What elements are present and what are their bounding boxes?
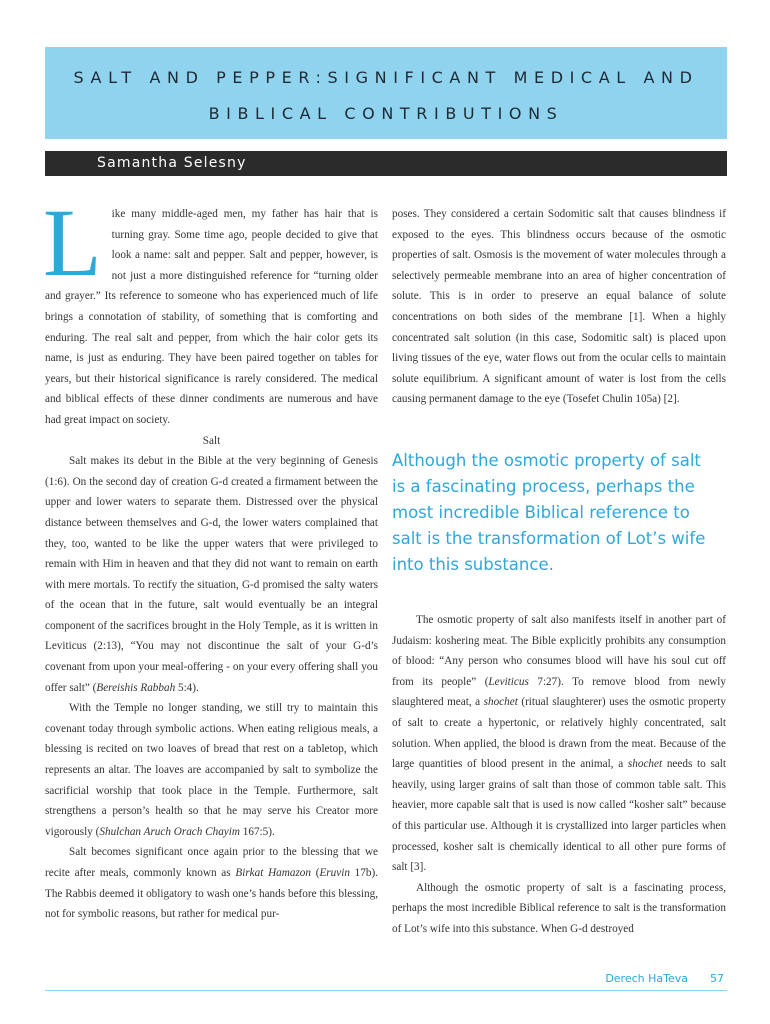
intro-text: ike many middle-aged men, my father has hair that is turning gray. Some time ago, people decided to give that look a name: salt and pepper. Salt and pepper, however, is not just a more distinguished reference for “turning older and grayer.” Its reference to someone who has experienced much of life brings a connotation of stability, of something that is comforting and enduring. The real salt and pepper, from which the hair color gets its name, is just as enduring. They have been paired together on tables for years, but their historical significance is rarely considered. The medical and biblical effects of these dinner condiments are numerous and have had great impact on society. <box>45 208 378 426</box>
term: shochet <box>627 758 663 771</box>
column-right-top <box>392 204 726 410</box>
author-bar <box>45 151 727 176</box>
paragraph-blessing: Salt becomes significant once again prior to the blessing that we recite after meals, commonly known as Birkat Hamazon (Eruvin 17b). The Rabbis deemed it obligatory to wash one’s hands before this blessing, not for symbolic reasons, but rather for medical pur- <box>45 846 378 921</box>
paragraph-sodomitic-salt: poses. They considered a certain Sodomitic salt that causes blindness if exposed to the eyes. This blindness occurs because of the osmotic properties of salt. Osmosis is the movement of water molecules through a selectively permeable membrane into an area of higher concentration of solute. This is in order to preserve an equal balance of solute concentrations on both sides of the membrane [1]. When a highly concentrated salt solution (in this case, Sodomitic salt) is placed upon living tissues of the eye, water flows out from the ocular cells to maintain solute equilibrium. A significant amount of water is lost from the cells causing permanent damage to the eye (Tosefet Chulin 105a) [2]. <box>392 208 726 406</box>
author-name: Samantha Selesny <box>97 155 247 171</box>
article-title-line-1: SALT AND PEPPER:SIGNIFICANT MEDICAL AND <box>73 68 699 87</box>
column-right-bottom <box>392 610 726 940</box>
title-banner <box>45 47 727 139</box>
paragraph-lots-wife: Although the osmotic property of salt is a fascinating process, perhaps the most incredible Biblical reference to salt is the transformation of Lot’s wife into this substance. When G-d destroyed <box>392 881 726 935</box>
page-number: 57 <box>710 972 724 985</box>
citation: Birkat Hamazon <box>235 867 311 879</box>
footer-rule <box>45 990 727 991</box>
section-heading-salt: Salt <box>202 434 221 447</box>
intro-paragraph <box>43 189 378 431</box>
paragraph-salt-debut: Salt makes its debut in the Bible at the very beginning of Genesis (1:6). On the second day of creation G-d created a firmament between the upper and lower waters to separate them. Distressed over the physical distance between themselves and G-d, the lower waters complained that they, too, wanted to be like the upper waters that were privileged to remain with Him in heaven and that they did not want to remain on earth with mere mortals. To rectify the situation, G-d promised the salty waters of the ocean that in the future, salt would eventually be an integral component of the sacrifices brought in the Holy Temple, as it is written in Leviticus (2:13), “You may not discontinue the salt of your G-d’s covenant from upon your meal-offering - on your every offering shall you offer salt” (Bereishis Rabbah 5:4). <box>45 455 378 694</box>
citation: Shulchan Aruch Orach Chayim <box>99 825 240 838</box>
column-left <box>43 189 378 925</box>
term: shochet <box>483 696 518 709</box>
pull-quote: Although the osmotic property of salt is a fascinating process, perhaps the most incredible Biblical reference to salt is the transformation of Lot’s wife into this substance. <box>392 451 706 574</box>
paragraph-koshering: The osmotic property of salt also manifests itself in another part of Judaism: koshering meat. The Bible explicitly prohibits any consumption of blood: “Any person who consumes blood will have his soul cut off from its people” (Leviticus 7:27). To remove blood from newly slaughtered meat, a shochet (ritual slaughterer) uses the osmotic property of salt to create a hypertonic, or relatively highly concentrated, salt solution. When applied, the blood is drawn from the meat. Because of the large quantities of blood present in the animal, a shochet needs to salt heavily, using larger grains of salt than those of common table salt. This heavier, more capable salt that is used is now called “kosher salt” because of this particular use. Although it is crystallized into larger particles when processed, kosher salt is chemically identical to all other pure forms of salt [3]. <box>392 614 726 874</box>
citation: Eruvin <box>319 867 350 879</box>
article-title-line-2: BIBLICAL CONTRIBUTIONS <box>208 104 564 123</box>
drop-cap: L <box>43 189 102 296</box>
citation: Bereishis Rabbah <box>96 681 176 694</box>
page-footer <box>605 972 724 985</box>
publication-name: Derech HaTeva <box>605 972 688 985</box>
citation: Leviticus <box>488 675 529 688</box>
paragraph-temple: With the Temple no longer standing, we still try to maintain this covenant today through symbolic actions. When eating religious meals, a blessing is recited on two loaves of bread that rest on a tabletop, which represents an altar. The loaves are accompanied by salt to symbolize the sacrificial worship that took place in the Temple. Furthermore, salt strengthens a person’s health so that he may serve his Creator more vigorously (Shulchan Aruch Orach Chayim 167:5). <box>45 702 378 838</box>
